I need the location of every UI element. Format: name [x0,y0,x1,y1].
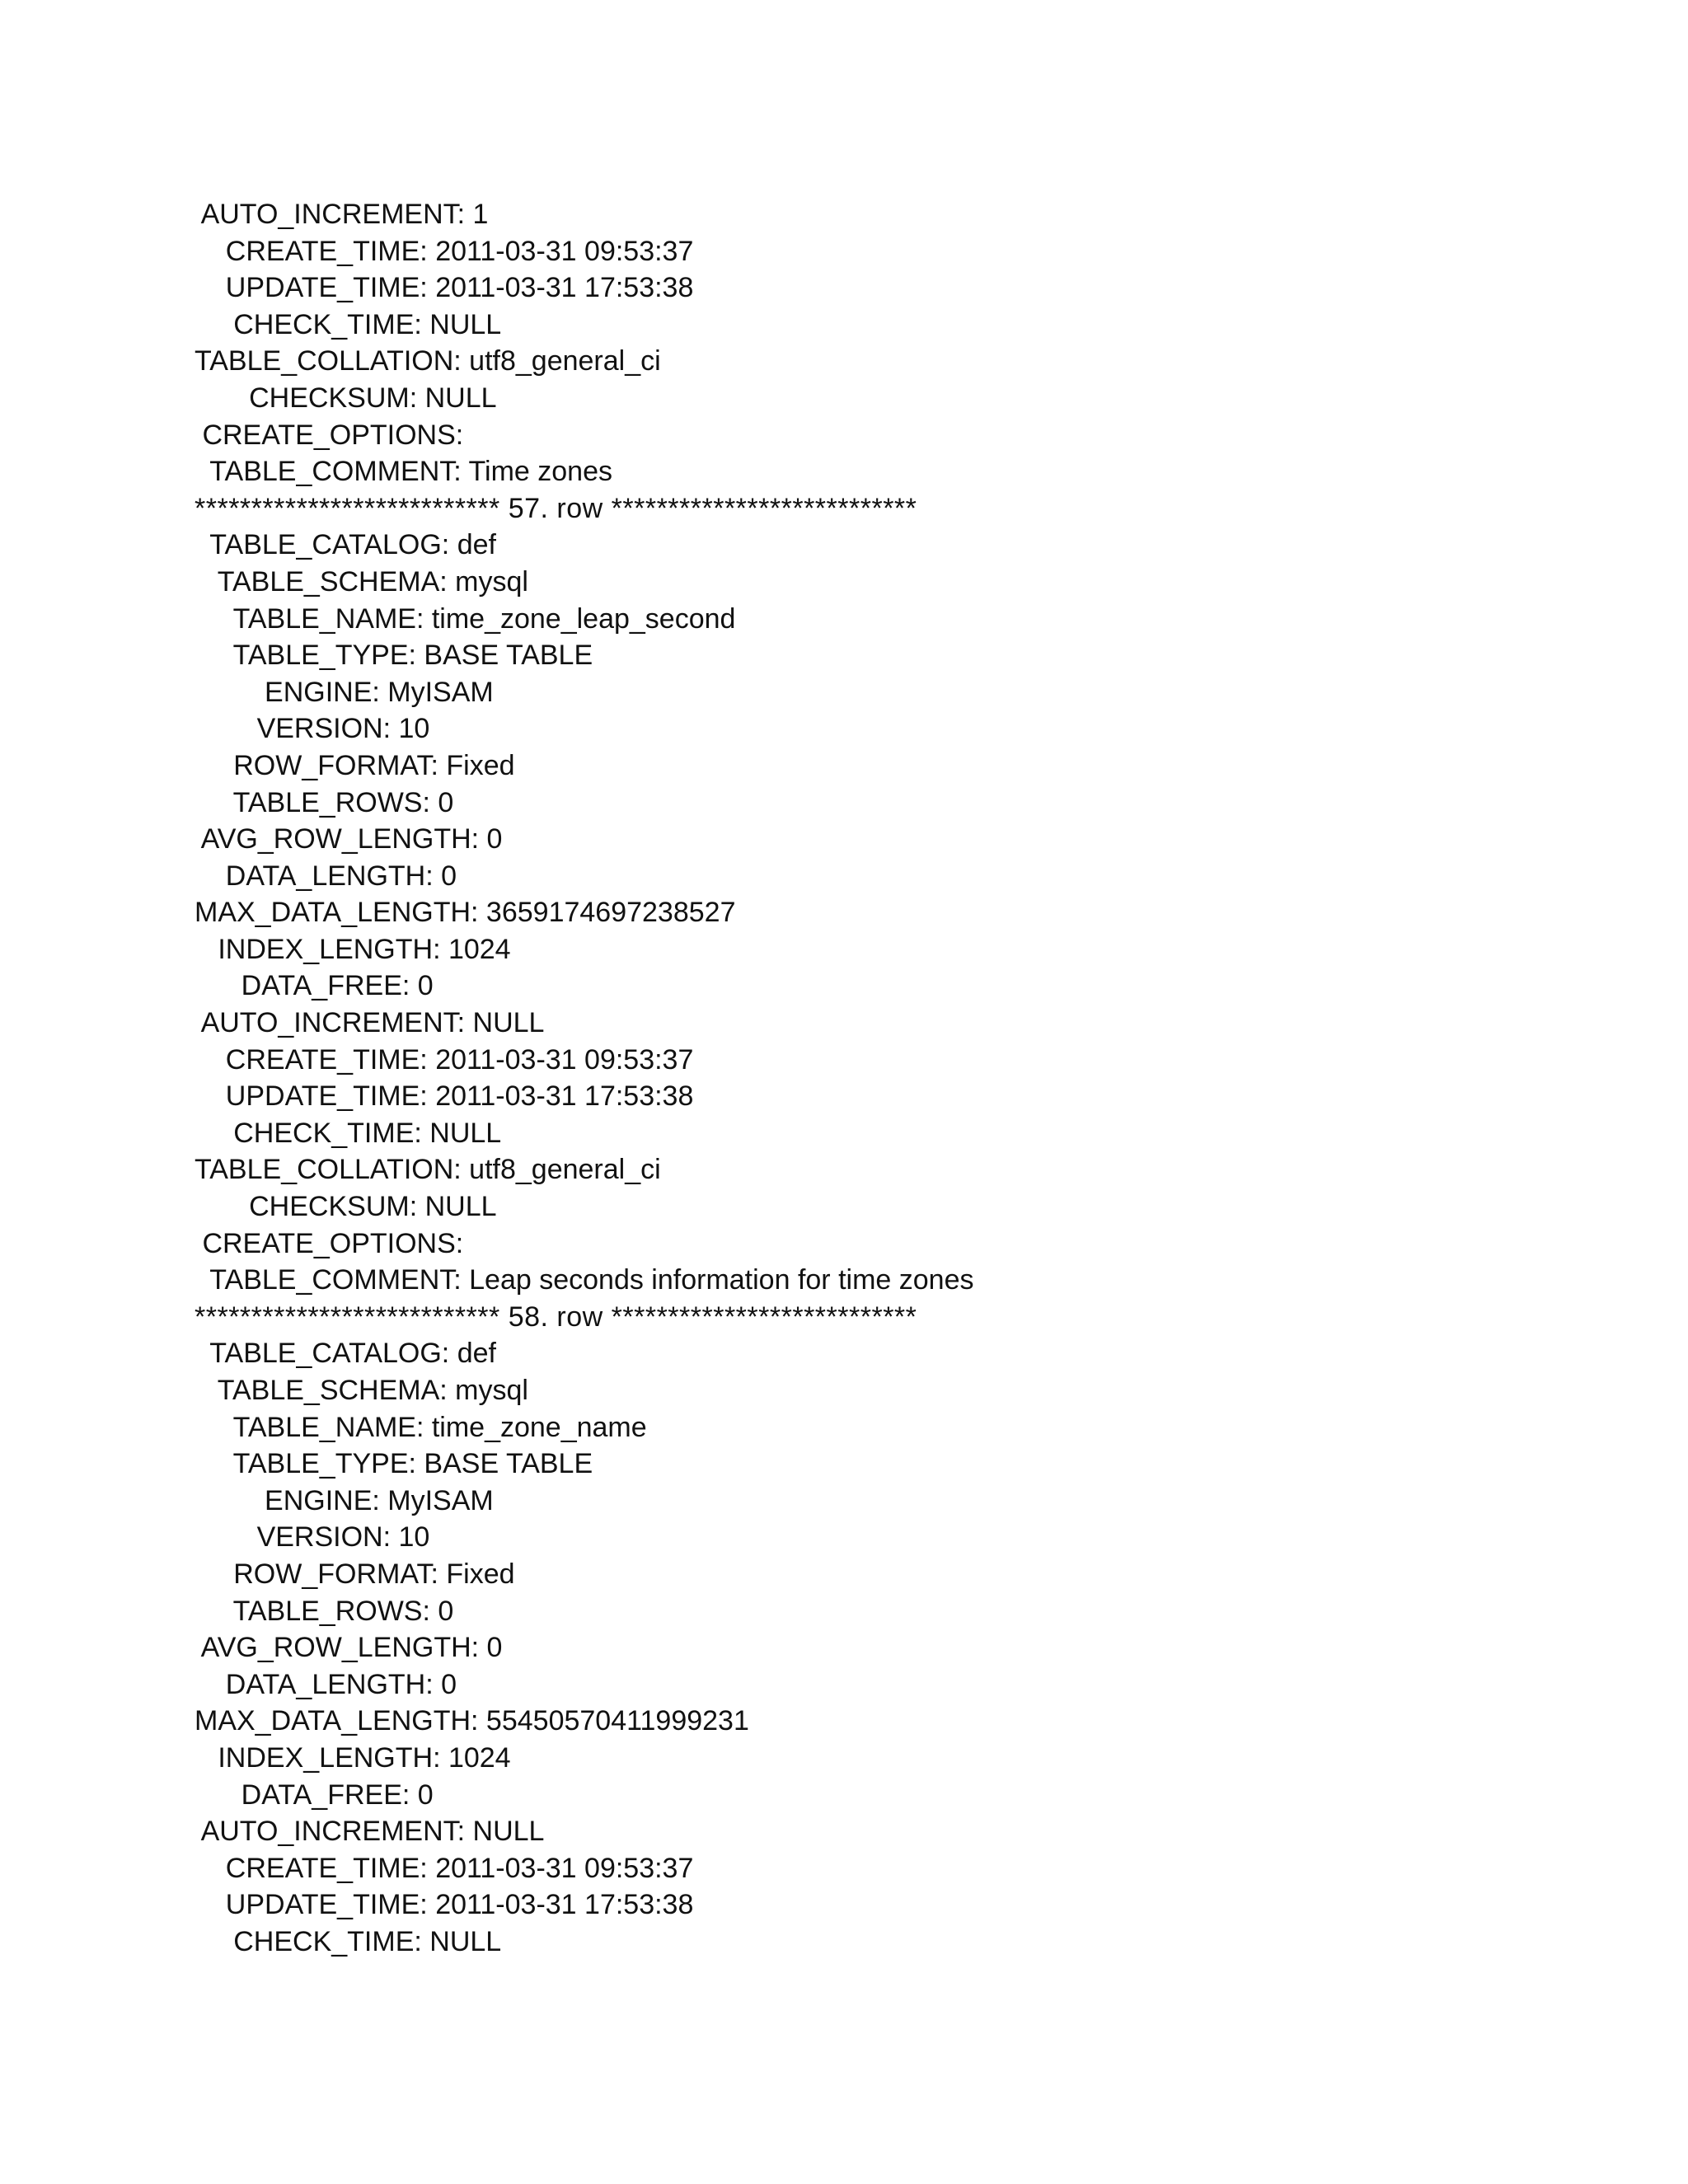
text-line: CREATE_TIME: 2011-03-31 09:53:37 [195,235,694,267]
text-line: DATA_LENGTH: 0 [195,860,457,892]
text-line: AVG_ROW_LENGTH: 0 [195,1632,503,1664]
text-line: UPDATE_TIME: 2011-03-31 17:53:38 [195,1080,694,1113]
text-line: CHECK_TIME: NULL [195,1117,502,1149]
text-line: TABLE_COLLATION: utf8_general_ci [195,1154,661,1186]
text-line: CHECKSUM: NULL [195,382,497,414]
text-line: TABLE_SCHEMA: mysql [195,1375,528,1406]
text-line: AUTO_INCREMENT: 1 [195,199,489,230]
text-line: TABLE_NAME: time_zone_name [195,1411,647,1443]
text-line: TABLE_TYPE: BASE TABLE [195,1448,593,1480]
text-line: ENGINE: MyISAM [195,1484,494,1516]
text-line: DATA_LENGTH: 0 [195,1668,457,1700]
text-line: ENGINE: MyISAM [195,676,494,708]
text-line: CREATE_OPTIONS: [195,419,464,451]
text-line: MAX_DATA_LENGTH: 3659174697238527 [195,897,736,929]
text-line: ROW_FORMAT: Fixed [195,749,515,781]
text-line: CHECK_TIME: NULL [195,308,502,340]
text-line: TABLE_COLLATION: utf8_general_ci [195,345,661,377]
text-line: CREATE_TIME: 2011-03-31 09:53:37 [195,1043,694,1076]
text-line: VERSION: 10 [195,713,430,745]
text-line: DATA_FREE: 0 [195,1779,434,1811]
document-body [195,196,1645,1961]
text-line: MAX_DATA_LENGTH: 55450570411999231 [195,1705,749,1737]
text-line: AUTO_INCREMENT: NULL [195,1007,545,1039]
text-line: UPDATE_TIME: 2011-03-31 17:53:38 [195,272,694,304]
text-line: TABLE_COMMENT: Time zones [195,456,612,488]
text-line: ROW_FORMAT: Fixed [195,1558,515,1590]
text-line: AVG_ROW_LENGTH: 0 [195,823,503,855]
text-line: CHECK_TIME: NULL [195,1925,502,1957]
text-line: AUTO_INCREMENT: NULL [195,1816,545,1848]
text-line: CHECKSUM: NULL [195,1191,497,1223]
text-line: TABLE_ROWS: 0 [195,1595,454,1627]
text-line: TABLE_COMMENT: Leap seconds information for time zones [195,1264,974,1296]
text-line: INDEX_LENGTH: 1024 [195,933,511,965]
text-line: TABLE_ROWS: 0 [195,786,454,818]
text-line: DATA_FREE: 0 [195,970,434,1002]
text-line: TABLE_NAME: time_zone_leap_second [195,602,736,635]
row-separator: *************************** 57. row *************************** [195,492,917,524]
text-line: TABLE_SCHEMA: mysql [195,565,528,598]
text-line: TABLE_CATALOG: def [195,529,496,561]
text-line: TABLE_TYPE: BASE TABLE [195,640,593,672]
text-line: INDEX_LENGTH: 1024 [195,1741,511,1774]
row-separator: *************************** 58. row *************************** [195,1301,917,1333]
text-line: VERSION: 10 [195,1521,430,1554]
text-line: UPDATE_TIME: 2011-03-31 17:53:38 [195,1889,694,1921]
text-line: CREATE_TIME: 2011-03-31 09:53:37 [195,1852,694,1884]
text-line: TABLE_CATALOG: def [195,1338,496,1370]
text-line: CREATE_OPTIONS: [195,1227,464,1259]
